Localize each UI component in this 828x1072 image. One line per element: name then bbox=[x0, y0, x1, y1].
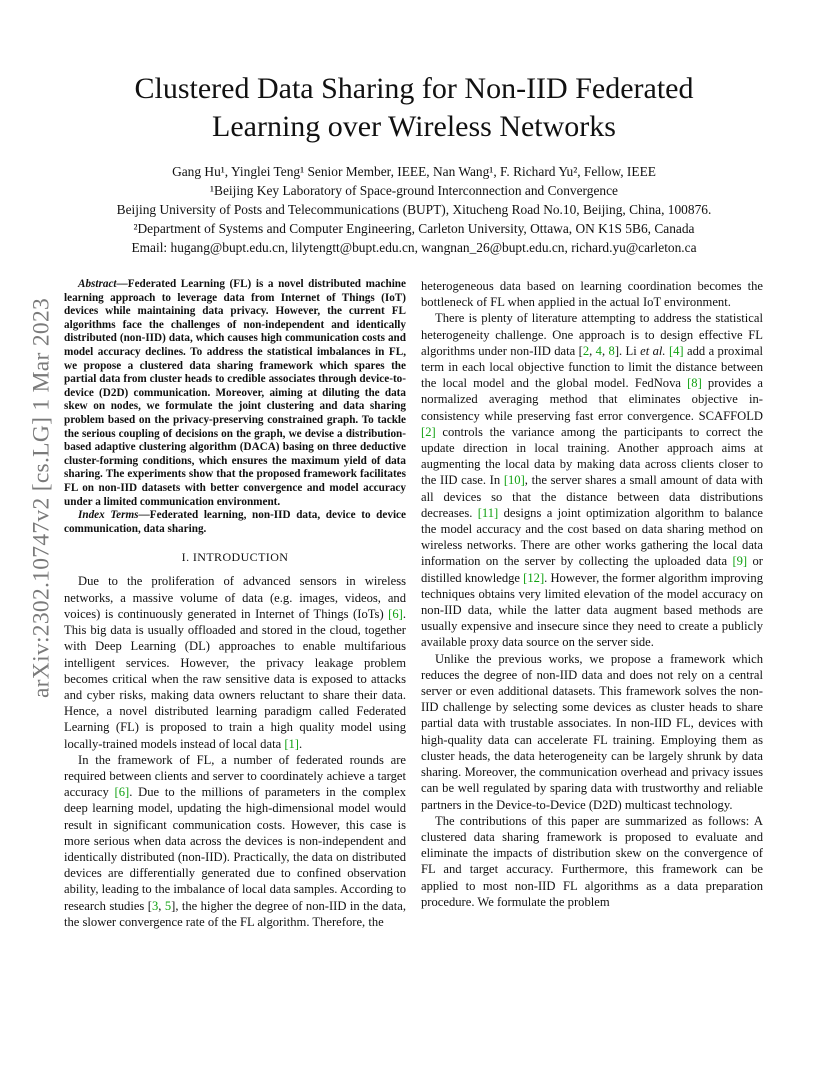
left-column bbox=[64, 278, 406, 930]
intro-paragraph-4: There is plenty of literature attempting to address the statistical heterogeneity challenge. One approach is to design effective FL algorithms under non-IID data [2, 4, 8]. Li et al. [4] add a proximal term in each local objective function to limit the distance between the local model and the global model. FedNova [8] provides a normalized averaging method that eliminates objective in-consistency while preserving fast error convergence. SCAFFOLD [2] controls the variance among the participants to correct the update direction in local training. Another approach aims at augmenting the local data by making data across clients closer to the IID case. In [10], the server shares a small amount of data with all devices so that the distance between data distributions decreases. [11] designs a joint optimization algorithm to balance the model accuracy and the cost based on data sharing method on wireless networks. There are other works gathering the local data information on the server by collecting the uploaded data [9] or distilled knowledge [12]. However, the former algorithm improving techniques obtains very limited elevation of the model accuracy on non-IID data, while the latter data augment based methods are usually expensive and insecure since they need to create a publicly available proxy data source on the server side. bbox=[421, 311, 764, 650]
text-run: add a proximal term in each local objective function to limit the distance between the local model and the global model. FedNova bbox=[421, 343, 764, 391]
arxiv-sidebar bbox=[22, 288, 62, 708]
abstract-label: Abstract bbox=[78, 278, 117, 290]
affiliation-1: ¹Beijing Key Laboratory of Space-ground Interconnection and Convergence bbox=[210, 183, 618, 198]
citation-link[interactable]: [12] bbox=[523, 570, 545, 585]
affiliation-1-address: Beijing University of Posts and Telecommunications (BUPT), Xitucheng Road No.10, Beijing, China, 100876. bbox=[116, 202, 712, 217]
citation-link[interactable]: [9] bbox=[732, 554, 748, 569]
citation-link[interactable]: 4 bbox=[595, 343, 602, 358]
text-run: In the framework of FL, a number of federated rounds are required between clients and server to coordinately achieve a target accuracy bbox=[64, 752, 406, 800]
citation-link[interactable]: [10] bbox=[503, 473, 525, 488]
author-emails: Email: hugang@bupt.edu.cn, lilytengtt@bupt.edu.cn, wangnan_26@bupt.edu.cn, richard.yu@carleton.ca bbox=[131, 240, 697, 255]
text-run: . However, the former algorithm improving techniques obtains very limited elevation of the model accuracy on non-IID data, while the latter data augment based methods are usually expensive and insecure since they need to create a publicly available proxy data source on the server side. bbox=[421, 570, 764, 650]
abstract bbox=[64, 278, 406, 509]
citation-link[interactable]: [2] bbox=[421, 424, 436, 439]
citation-link[interactable]: 5 bbox=[164, 898, 172, 913]
index-terms-text: —Federated learning, non-IID data, device to device communication, data sharing. bbox=[64, 509, 406, 535]
intro-paragraph-6: The contributions of this paper are summarized as follows: A clustered data sharing framework is proposed to evaluate and eliminate the impacts of distribution skew on the convergence of FL and target accuracy. Furthermore, this framework can be applied to most non-IID FL algorithms as a data preparation procedure. We formulate the problem bbox=[421, 813, 763, 909]
right-column bbox=[421, 278, 763, 910]
text-run: designs a joint optimization algorithm to balance the model accuracy and the cost based on data sharing method on wireless networks. There are other works gathering the local data information on the server by collecting the uploaded data bbox=[421, 505, 763, 569]
abstract-text: —Federated Learning (FL) is a novel distributed machine learning approach to leverage data from Internet of Things (IoT) devices while maintaining data privacy. However, the current FL algorithms face the challenges of non-independent and identically distributed (non-IID) data, which causes high communication costs and model accuracy declines. To address the statistical imbalances in FL, we propose a clustered data sharing framework which spares the partial data from cluster heads to credible associates through device-to-device (D2D) communication. Moreover, aiming at diluting the data skew on nodes, we formulate the joint clustering and data sharing problem based on the privacy-preserving constrained graph. To tackle the serious coupling of decisions on the graph, we devise a distribution-based adaptive clustering algorithm (DACA) basing on three deductive cluster-forming conditions, which ensures the maximum yield of data sharing. The experiments show that the proposed framework facilitates FL on non-IID datasets with better convergence and model accuracy under a limited communication environment. bbox=[64, 278, 406, 508]
citation-link[interactable]: [1] bbox=[284, 736, 299, 751]
text-run: et al. bbox=[640, 343, 666, 358]
text-run: . bbox=[299, 736, 303, 751]
section-heading-introduction: I. INTRODUCTION bbox=[181, 550, 289, 565]
intro-paragraph-2: In the framework of FL, a number of federated rounds are required between clients and server to coordinately achieve a target accuracy [6]. Due to the millions of parameters in the complex deep learning model, updating the high-dimensional model would result in significant communication costs. However, this case is more serious when data across the devices is non-independent and identically distributed (non-IID). Practically, the data on distributed devices are differentially generated due to confined observation ability, leading to the imbalance of local data samples. According to research studies [3, 5], the higher the degree of non-IID in the data, the slower convergence rate of the FL algorithm. Therefore, the bbox=[64, 752, 406, 929]
author-names: Gang Hu¹, Yinglei Teng¹ Senior Member, IEEE, Nan Wang¹, F. Richard Yu², Fellow, IEEE bbox=[172, 164, 656, 179]
citation-link[interactable]: [4] bbox=[668, 343, 684, 358]
title-line-2: Learning over Wireless Networks bbox=[212, 110, 616, 143]
citation-link[interactable]: [8] bbox=[687, 376, 702, 391]
author-block bbox=[40, 162, 788, 257]
paper-title bbox=[90, 70, 738, 146]
text-run: , the server shares a small amount of data with all devices so that the distance between data distributions decreases. bbox=[421, 473, 763, 520]
text-run: or distilled knowledge bbox=[421, 554, 764, 585]
text-run: There is plenty of literature attempting to address the statistical heterogeneity challenge. One approach is to design effective FL algorithms under non-IID data bbox=[421, 311, 763, 358]
affiliation-2: ²Department of Systems and Computer Engineering, Carleton University, Ottawa, ON K1S 5B6, Canada bbox=[133, 221, 695, 236]
text-run: . Li bbox=[619, 343, 641, 358]
text-run: provides a normalized averaging method that eliminates objective in-consistency while preserving fast error convergence. SCAFFOLD bbox=[421, 376, 763, 423]
text-run: . Due to the millions of parameters in the complex deep learning model, updating the high-dimensional model would result in significant communication costs. However, this case is more serious when data across the devices is non-independent and identically distributed (non-IID). Practically, the data on distributed devices are differentially generated due to confined observation ability, leading to the imbalance of local data samples. According to research studies bbox=[64, 785, 406, 913]
citation-link[interactable]: 2 bbox=[582, 343, 590, 358]
citation-link[interactable]: [6] bbox=[114, 785, 130, 800]
index-terms-label: Index Terms bbox=[78, 509, 139, 522]
intro-paragraph-3-continued: heterogeneous data based on learning coordination becomes the bottleneck of FL when applied in the actual IoT environment. bbox=[421, 279, 763, 310]
intro-paragraph-5: Unlike the previous works, we propose a framework which reduces the degree of non-IID data and does not rely on a central server or even additional datasets. This framework solves the non-IID challenge by selecting some devices as cluster heads to share partial data with trustable associates. In non-IID FL, devices with high-quality data can accelerate FL training. Employing them as cluster heads, the data heterogeneity can be largely shrunk by data sharing. Moreover, the communication overhead and privacy issues can be well regulated by sparing data with trustworthy and reliable partners in the Device-to-Device (D2D) multicast technology. bbox=[421, 651, 763, 812]
citation-link[interactable]: 8 bbox=[608, 343, 615, 358]
index-terms bbox=[64, 509, 406, 536]
text-run: . This big data is usually offloaded and stored in the cloud, together with Deep Learning (DL) approaches to enable multifarious intelligent services. However, the privacy leakage problem becomes critical when the raw sensitive data is exposed to attacks and cyber risks, making data owners reluctant to share their data. Hence, a novel distributed learning paradigm called Federated Learning (FL) is proposed to train a high quality model using locally-trained models instead of local data bbox=[64, 606, 406, 751]
title-line-1: Clustered Data Sharing for Non-IID Federated bbox=[134, 72, 694, 105]
citation-link[interactable]: [11] bbox=[477, 505, 499, 520]
intro-paragraph-1 bbox=[64, 573, 406, 751]
citation-link[interactable]: 3 bbox=[151, 898, 159, 913]
text-run: Due to the proliferation of advanced sensors in wireless networks, a massive volume of data (e.g. images, videos, and voices) is continuously generated in Internet of Things (IoTs) bbox=[64, 574, 406, 621]
text-run: , the higher the degree of non-IID in the data, the slower convergence rate of the FL algorithm. Therefore, the bbox=[64, 898, 406, 929]
citation-link[interactable]: [6] bbox=[388, 606, 403, 621]
arxiv-identifier: arXiv:2302.10747v2 [cs.LG] 1 Mar 2023 bbox=[28, 297, 55, 699]
text-run: controls the variance among the participants to correct the update direction in local training. Another approach aims at augmenting the local data by making data across clients closer to the IID case. In bbox=[421, 424, 763, 488]
